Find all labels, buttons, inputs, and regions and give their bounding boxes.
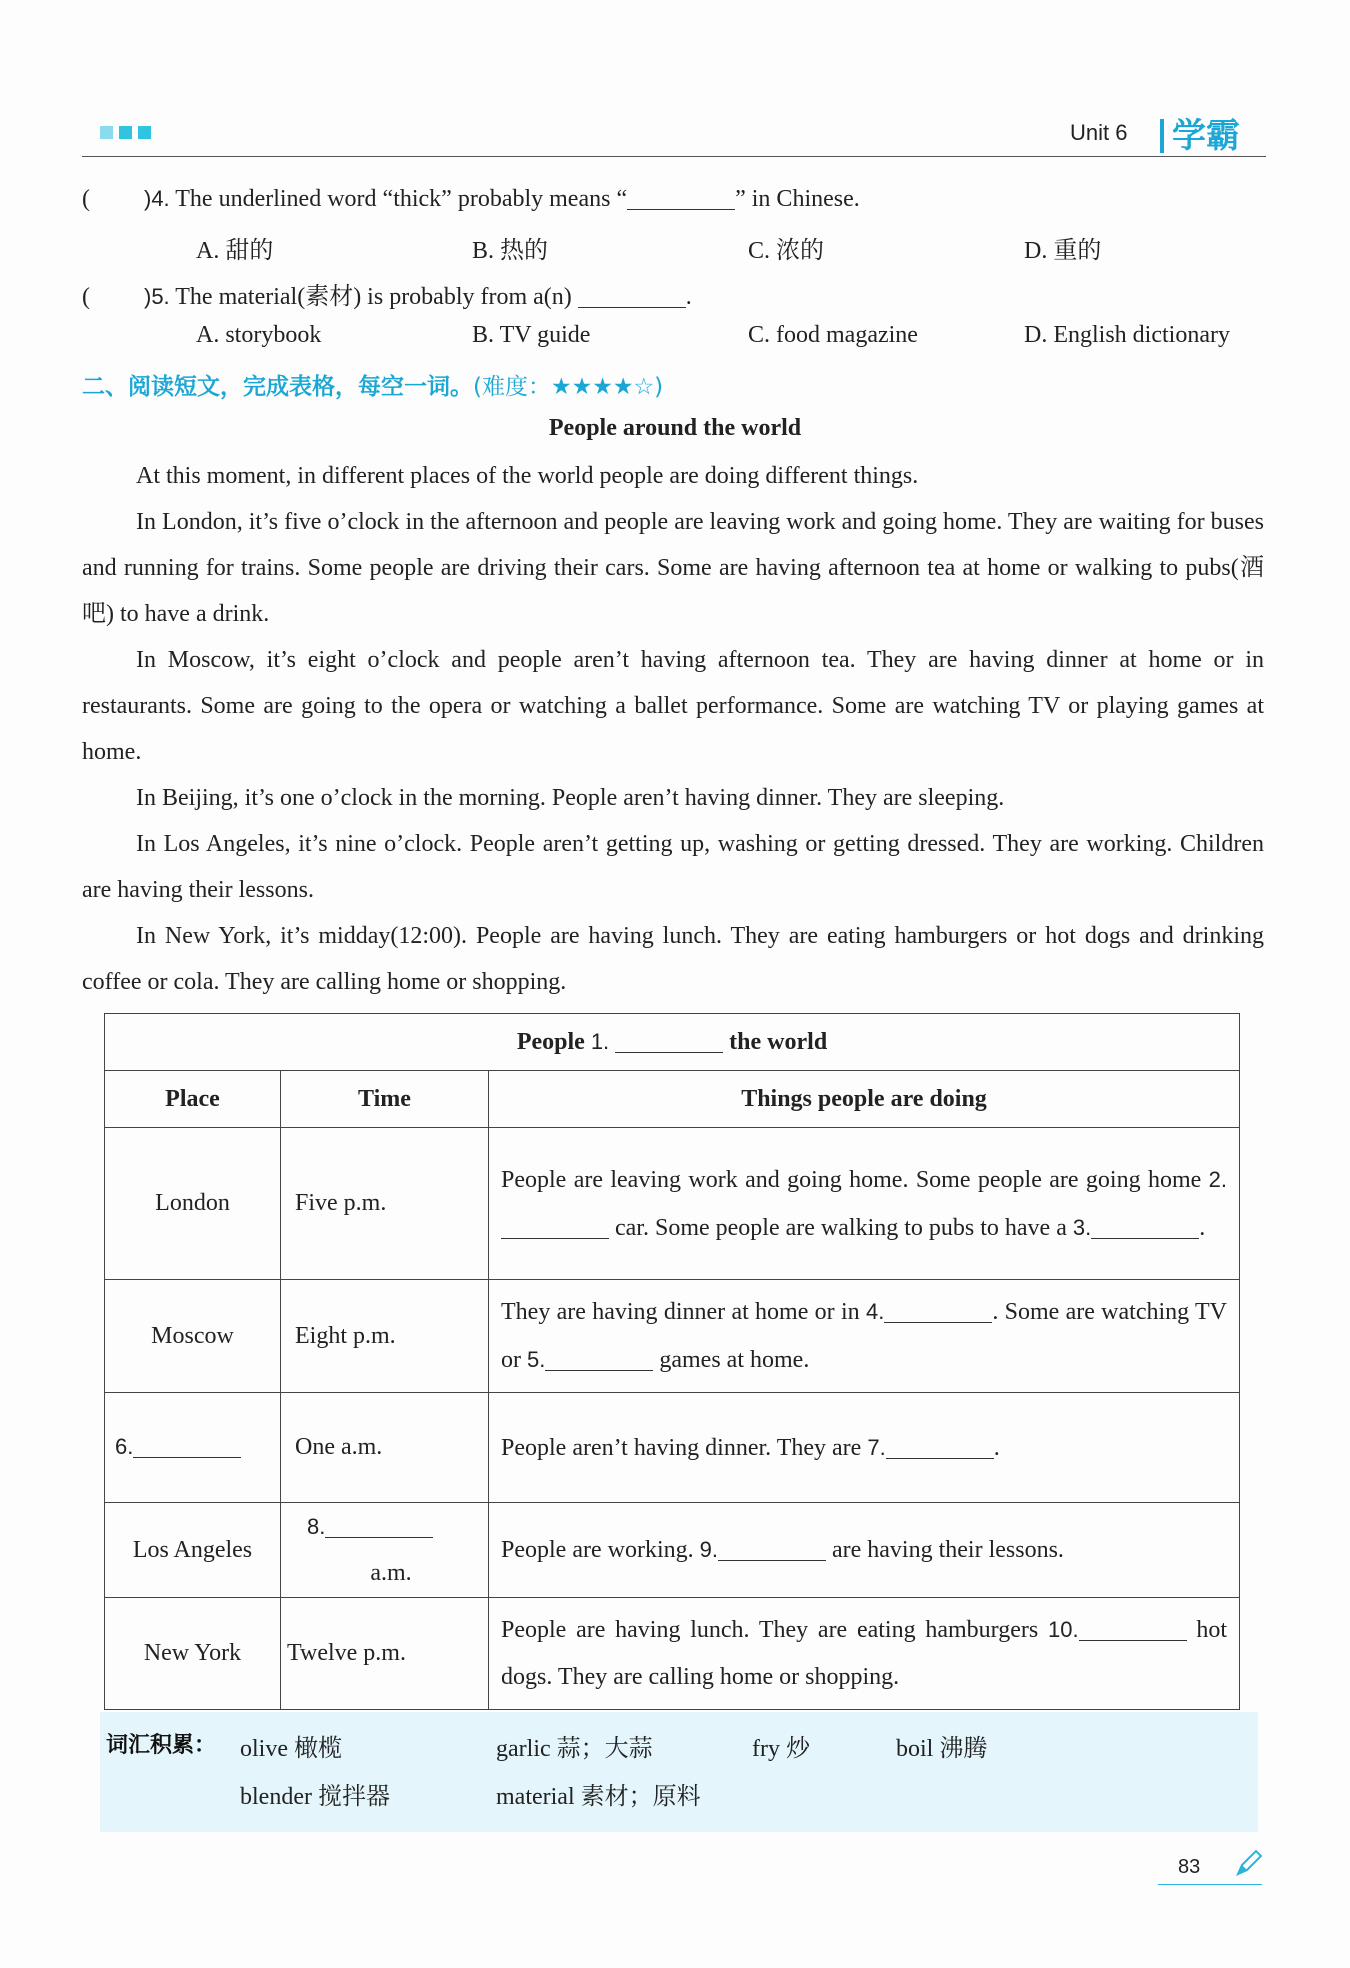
answer-blank-9[interactable]: [718, 1560, 826, 1561]
option-a: A. storybook: [196, 322, 322, 348]
place-cell: London: [105, 1128, 281, 1280]
header-things: Things people are doing: [489, 1071, 1240, 1128]
header-time: Time: [281, 1071, 489, 1128]
passage-paragraph-1: At this moment, in different places of the world people are doing different things.: [136, 463, 919, 489]
passage-paragraph-3: In Moscow, it’s eight o’clock and people aren’t having afternoon tea. They are having dinner at home or in restaurants. Some are going to the opera or watching a ballet performance. Some are watching TV or playing games at home.: [82, 647, 1264, 765]
passage-paragraph-6: In New York, it’s midday(12:00). People are having lunch. They are eating hamburgers or hot dogs and drinking coffee or cola. They are calling home or shopping.: [82, 923, 1264, 995]
answer-blank[interactable]: [578, 307, 686, 308]
brand-logo-text: 学霸: [1172, 118, 1240, 155]
option-d: D. 重的: [1024, 238, 1102, 264]
answer-blank-8[interactable]: [325, 1537, 433, 1538]
answer-blank-3[interactable]: [1091, 1238, 1199, 1239]
answer-blank[interactable]: [627, 209, 735, 210]
question-text: The underlined word “thick” probably means “: [175, 186, 628, 212]
place-cell: 6.: [105, 1393, 281, 1503]
section-title-text: 二、阅读短文，完成表格，每空一词。: [82, 374, 473, 400]
activity-cell: People are leaving work and going home. Some people are going home 2. car. Some people are walking to pubs to have a 3. .: [489, 1128, 1240, 1280]
passage-title: People around the world: [548, 415, 802, 441]
passage-paragraph-2: In London, it’s five o’clock in the afternoon and people are leaving work and going home. They are waiting for buses and running for trains. Some people are driving their cars. Some are having afternoon tea at home or walking to pubs(酒吧) to have a drink.: [82, 509, 1264, 627]
table-row: [105, 1280, 1240, 1393]
time-cell: 8. a.m.: [281, 1503, 489, 1598]
question-text-end: ” in Chinese.: [735, 186, 860, 212]
unit-label: Unit 6: [1070, 120, 1128, 145]
option-b: B. 热的: [472, 238, 549, 264]
time-cell: Eight p.m.: [281, 1280, 489, 1393]
question-5: [82, 276, 692, 311]
time-cell: Twelve p.m.: [281, 1598, 489, 1710]
place-cell: Los Angeles: [105, 1503, 281, 1598]
summary-table: [104, 1013, 1240, 1710]
passage-paragraph-5: In Los Angeles, it’s nine o’clock. People aren’t getting up, washing or getting dressed. They are working. Children are having their lessons.: [82, 831, 1264, 903]
activity-cell: They are having dinner at home or in 4. . Some are watching TV or 5. games at home.: [489, 1280, 1240, 1393]
question-text-end: .: [685, 284, 692, 310]
vocab-item: garlic 蒜；大蒜: [496, 1736, 653, 1762]
vocab-item: material 素材；原料: [496, 1784, 701, 1810]
table-row: [105, 1128, 1240, 1280]
activity-cell: People are working. 9. are having their lessons.: [489, 1503, 1240, 1598]
vocab-item: olive 橄榄: [240, 1736, 342, 1762]
table-row: [105, 1598, 1240, 1710]
question-text: The material(素材) is probably from a(n): [175, 284, 572, 310]
table-caption-row: [105, 1014, 1240, 1071]
header-decoration: [100, 126, 151, 139]
option-d: D. English dictionary: [1024, 322, 1230, 348]
question-4: [82, 186, 860, 213]
table-header-row: [105, 1071, 1240, 1128]
option-b: B. TV guide: [472, 322, 591, 348]
activity-cell: People aren’t having dinner. They are 7. .: [489, 1393, 1240, 1503]
table-row: [105, 1503, 1240, 1598]
answer-blank-7[interactable]: [886, 1458, 994, 1459]
option-a: A. 甜的: [196, 238, 274, 264]
section-title: [82, 368, 663, 401]
vocab-item: fry 炒: [752, 1736, 810, 1762]
option-c: C. food magazine: [748, 322, 918, 348]
vocabulary-box: [100, 1712, 1258, 1832]
brand-logo: [1160, 108, 1240, 157]
time-cell: One a.m.: [281, 1393, 489, 1503]
option-c: C. 浓的: [748, 238, 825, 264]
vocab-item: blender 搅拌器: [240, 1784, 390, 1810]
answer-blank-5[interactable]: [545, 1370, 653, 1371]
header-place: Place: [105, 1071, 281, 1128]
place-cell: Moscow: [105, 1280, 281, 1393]
header-rule: [82, 156, 1266, 157]
vocabulary-label: 词汇积累：: [106, 1733, 217, 1758]
table-caption: People 1. the world: [105, 1014, 1240, 1071]
answer-blank-4[interactable]: [884, 1322, 992, 1323]
activity-cell: People are having lunch. They are eating hamburgers 10. hot dogs. They are calling home or shopping.: [489, 1598, 1240, 1710]
answer-blank-6[interactable]: [133, 1457, 241, 1458]
time-cell: Five p.m.: [281, 1128, 489, 1280]
footer-rule: [1158, 1884, 1262, 1885]
place-cell: New York: [105, 1598, 281, 1710]
answer-paren: (: [82, 186, 90, 212]
vocab-item: boil 沸腾: [896, 1736, 988, 1762]
answer-paren: (: [82, 284, 90, 310]
page-number: 83: [1178, 1856, 1201, 1878]
answer-blank-1[interactable]: [615, 1052, 723, 1053]
question-number: )5.: [144, 284, 170, 309]
table-row: [105, 1393, 1240, 1503]
pencil-icon: [1234, 1848, 1264, 1883]
answer-blank-2[interactable]: [501, 1238, 609, 1239]
answer-blank-10[interactable]: [1079, 1640, 1187, 1641]
question-number: )4.: [144, 186, 170, 211]
difficulty-rating: (难度：★★★★☆): [473, 374, 664, 400]
passage-paragraph-4: In Beijing, it’s one o’clock in the morning. People aren’t having dinner. They are sleeping.: [136, 785, 1005, 811]
